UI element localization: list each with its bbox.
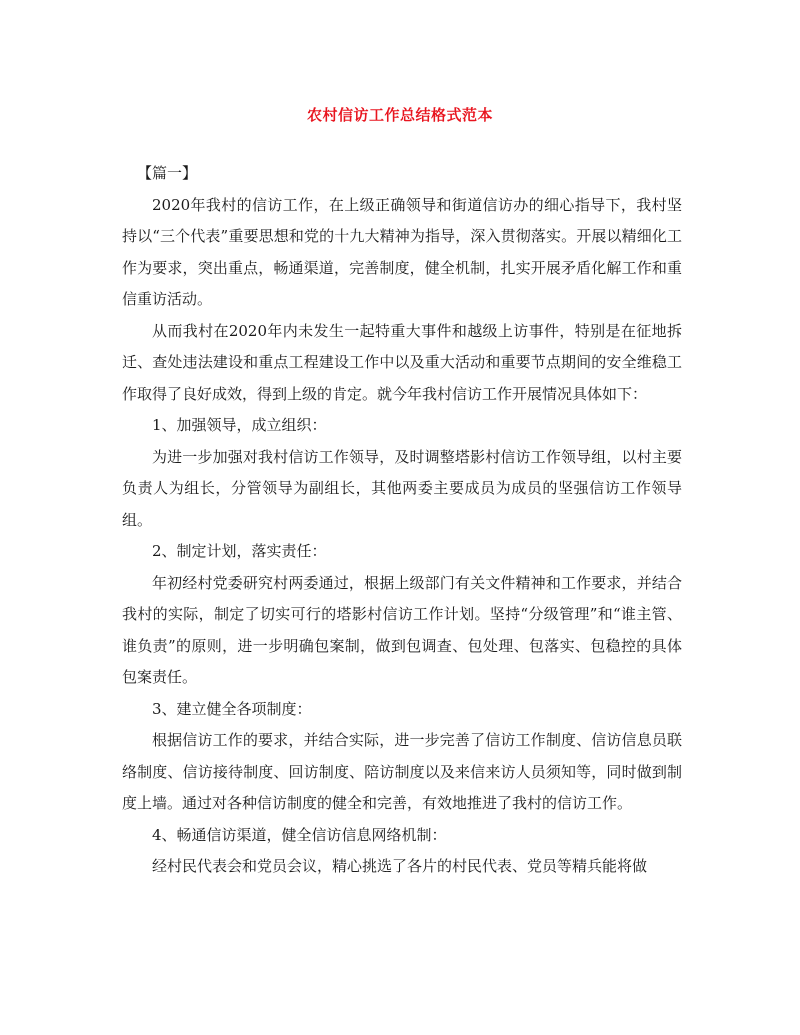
document-body xyxy=(122,158,682,883)
section-heading: 1、加强领导，成立组织： xyxy=(152,416,327,434)
paragraph: 从而我村在2020年内未发生一起特重大事件和越级上访事件，特别是在征地拆迁、查处违法建设和重点工程建设工作中以及重大活动和重要节点期间的安全维稳工作取得了良好成效，得到上级的肯定。就今年我村信访工作开展情况具体如下： xyxy=(122,321,682,403)
paragraph: 经村民代表会和党员会议，精心挑选了各片的村民代表、党员等精兵能将做 xyxy=(152,857,648,875)
section-tag: 【篇一】 xyxy=(137,164,198,182)
paragraph: 年初经村党委研究村两委通过，根据上级部门有关文件精神和工作要求，并结合我村的实际，制定了切实可行的塔影村信访工作计划。坚持“分级管理”和“谁主管、谁负责”的原则，进一步明确包案制，做到包调查、包处理、包落实、包稳控的具体包案责任。 xyxy=(122,573,682,686)
section-heading: 2、制定计划，落实责任： xyxy=(152,542,327,560)
document-title: 农村信访工作总结格式范本 xyxy=(306,106,493,124)
paragraph: 2020年我村的信访工作，在上级正确领导和街道信访办的细心指导下，我村坚持以“三个代表”重要思想和党的十九大精神为指导，深入贯彻落实。开展以精细化工作为要求，突出重点，畅通渠道，完善制度，健全机制，扎实开展矛盾化解工作和重信重访活动。 xyxy=(122,195,682,308)
section-heading: 4、畅通信访渠道，健全信访信息网络机制： xyxy=(152,825,447,844)
section-heading: 3、建立健全各项制度： xyxy=(152,699,312,718)
paragraph: 为进一步加强对我村信访工作领导，及时调整塔影村信访工作领导组，以村主要负责人为组长，分管领导为副组长，其他两委主要成员为成员的坚强信访工作领导组。 xyxy=(122,447,682,529)
paragraph: 根据信访工作的要求，并结合实际，进一步完善了信访工作制度、信访信息员联络制度、信访接待制度、回访制度、陪访制度以及来信来访人员须知等，同时做到制度上墙。通过对各种信访制度的健全和完善，有效地推进了我村的信访工作。 xyxy=(122,731,682,812)
